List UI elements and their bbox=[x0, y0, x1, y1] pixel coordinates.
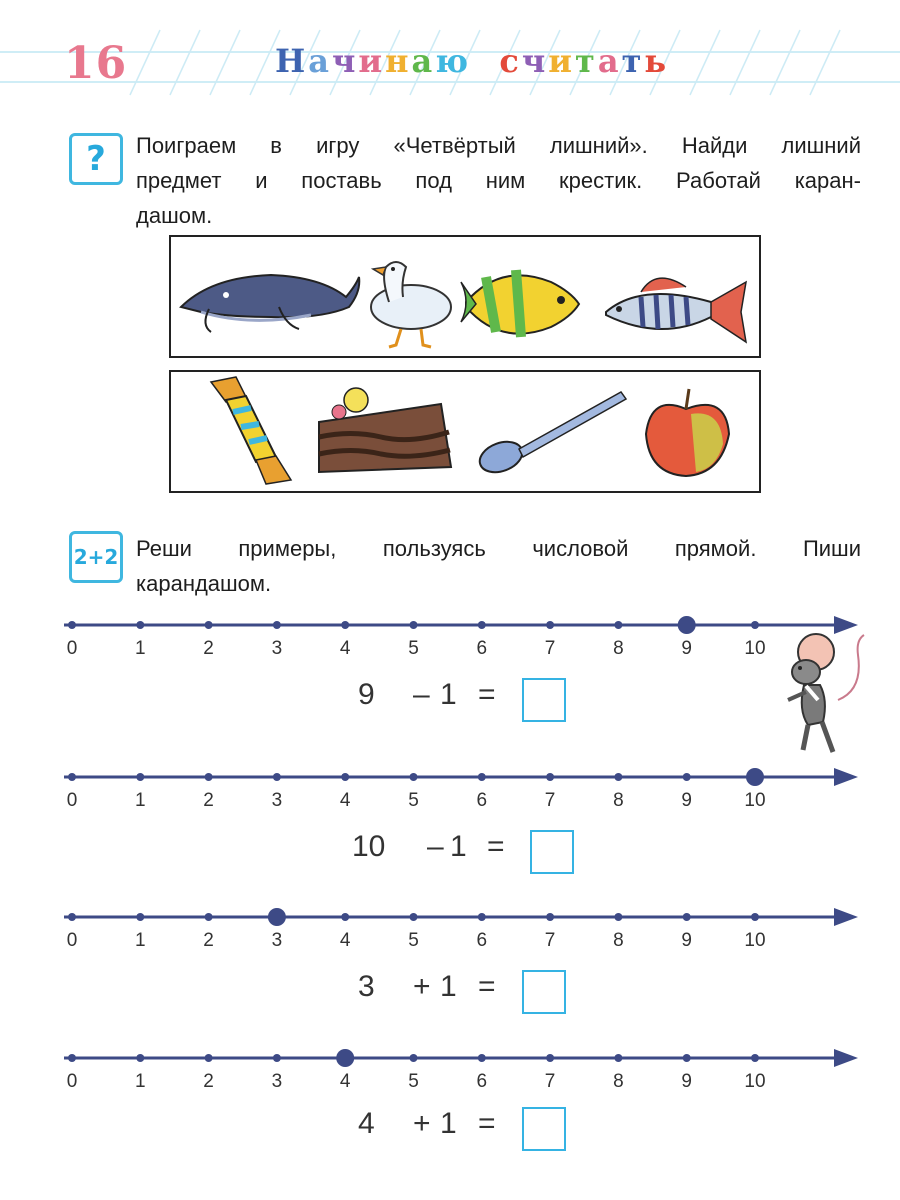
title-letter: и bbox=[548, 42, 576, 80]
task2-line: карандашом. bbox=[136, 571, 272, 596]
number-line-tick bbox=[68, 773, 76, 781]
title-letter: н bbox=[385, 42, 412, 80]
tick-label: 5 bbox=[408, 638, 419, 659]
picture-row-animals bbox=[169, 235, 761, 358]
number-line-tick bbox=[205, 621, 213, 629]
operand-b: 1 bbox=[440, 678, 457, 711]
tick-label: 7 bbox=[544, 790, 556, 811]
tick-label: 7 bbox=[544, 638, 556, 659]
tick-label: 10 bbox=[744, 638, 766, 659]
question-icon: ? bbox=[69, 133, 123, 185]
tick-label: 6 bbox=[476, 638, 488, 659]
tick-label: 4 bbox=[339, 930, 351, 951]
number-line-tick bbox=[341, 773, 349, 781]
number-line-tick bbox=[68, 621, 76, 629]
title-letter: с bbox=[499, 42, 522, 80]
task1-instructions bbox=[136, 128, 861, 233]
number-line-tick bbox=[614, 913, 622, 921]
operand-a: 10 bbox=[352, 830, 386, 863]
perch-image[interactable] bbox=[606, 278, 746, 342]
tick-label: 10 bbox=[744, 930, 766, 951]
title-letter: ч bbox=[521, 42, 549, 80]
math-task-icon: 2+2 bbox=[69, 531, 123, 583]
tick-label: 3 bbox=[271, 790, 283, 811]
number-line-tick bbox=[751, 621, 759, 629]
highlighted-point bbox=[268, 908, 286, 926]
tick-label: 3 bbox=[271, 930, 283, 951]
title-letter: а bbox=[597, 42, 622, 80]
operator: – bbox=[427, 830, 444, 863]
number-line-tick bbox=[136, 913, 144, 921]
tick-label: 9 bbox=[681, 638, 692, 659]
tick-label: 1 bbox=[135, 790, 146, 811]
number-line-tick bbox=[478, 913, 486, 921]
number-line-tick bbox=[546, 773, 554, 781]
answer-box[interactable] bbox=[522, 970, 566, 1014]
answer-box[interactable] bbox=[522, 678, 566, 722]
number-line bbox=[62, 892, 862, 951]
picture-row-food bbox=[169, 370, 761, 493]
number-line-tick bbox=[478, 621, 486, 629]
operator: + bbox=[413, 970, 431, 1003]
title-letter: т bbox=[575, 42, 598, 80]
tick-label: 2 bbox=[203, 638, 214, 659]
candy-image[interactable] bbox=[211, 377, 291, 484]
title-letter: ч bbox=[331, 42, 359, 80]
number-line bbox=[62, 600, 862, 659]
title-letter: а bbox=[411, 42, 436, 80]
operator: – bbox=[413, 678, 430, 711]
equals-sign: = bbox=[478, 970, 496, 1003]
tick-label: 3 bbox=[271, 638, 283, 659]
number-line-tick bbox=[614, 621, 622, 629]
highlighted-point bbox=[678, 616, 696, 634]
apple-image[interactable] bbox=[646, 389, 729, 476]
tick-label: 1 bbox=[135, 930, 146, 951]
operand-a: 4 bbox=[358, 1107, 375, 1140]
highlighted-point bbox=[746, 768, 764, 786]
page-title bbox=[275, 42, 669, 80]
number-line-tick bbox=[546, 621, 554, 629]
mouse-illustration bbox=[778, 630, 868, 760]
tick-label: 4 bbox=[339, 1071, 351, 1092]
number-line-tick bbox=[410, 1054, 418, 1062]
number-line-tick bbox=[273, 621, 281, 629]
tick-label: 9 bbox=[681, 930, 692, 951]
number-line-tick bbox=[68, 913, 76, 921]
operand-a: 9 bbox=[358, 678, 375, 711]
tick-label: 10 bbox=[744, 1071, 766, 1092]
duck-image[interactable] bbox=[371, 262, 451, 347]
tick-label: 2 bbox=[203, 790, 214, 811]
title-letter: а bbox=[308, 42, 332, 80]
tick-label: 6 bbox=[476, 930, 488, 951]
number-line-tick bbox=[273, 1054, 281, 1062]
number-line-tick bbox=[205, 913, 213, 921]
tropical-fish-image[interactable] bbox=[461, 270, 579, 337]
tick-label: 0 bbox=[66, 930, 78, 951]
title-letter: и bbox=[358, 42, 386, 80]
number-line-tick bbox=[205, 773, 213, 781]
answer-box[interactable] bbox=[522, 1107, 566, 1151]
operand-b: 1 bbox=[450, 830, 467, 863]
tick-label: 0 bbox=[66, 638, 78, 659]
tick-label: 0 bbox=[66, 790, 78, 811]
equals-sign: = bbox=[478, 678, 496, 711]
highlighted-point bbox=[336, 1049, 354, 1067]
number-line bbox=[62, 752, 862, 811]
task1-line: Поиграем в игру «Четвёртый лишний». Найди лишний bbox=[136, 133, 861, 158]
tick-label: 10 bbox=[744, 790, 766, 811]
number-line-arrow bbox=[834, 768, 858, 786]
number-line-tick bbox=[478, 1054, 486, 1062]
equals-sign: = bbox=[487, 830, 505, 863]
number-line-tick bbox=[410, 773, 418, 781]
tick-label: 5 bbox=[408, 930, 419, 951]
spoon-image[interactable] bbox=[476, 392, 626, 478]
number-line-tick bbox=[683, 913, 691, 921]
operand-b: 1 bbox=[440, 1107, 457, 1140]
tick-label: 6 bbox=[476, 790, 488, 811]
tick-label: 2 bbox=[203, 1071, 214, 1092]
number-line-tick bbox=[751, 913, 759, 921]
tick-label: 2 bbox=[203, 930, 214, 951]
number-line-tick bbox=[341, 913, 349, 921]
operand-b: 1 bbox=[440, 970, 457, 1003]
tick-label: 8 bbox=[613, 930, 624, 951]
operator: + bbox=[413, 1107, 431, 1140]
answer-box[interactable] bbox=[530, 830, 574, 874]
number-line-tick bbox=[410, 621, 418, 629]
tick-label: 1 bbox=[135, 638, 146, 659]
number-line-tick bbox=[273, 773, 281, 781]
tick-label: 4 bbox=[339, 638, 351, 659]
number-line-tick bbox=[136, 621, 144, 629]
number-line-tick bbox=[751, 1054, 759, 1062]
number-line-arrow bbox=[834, 1049, 858, 1067]
tick-label: 1 bbox=[135, 1071, 146, 1092]
number-line-tick bbox=[683, 1054, 691, 1062]
title-letter: ю bbox=[435, 42, 472, 80]
number-line-tick bbox=[341, 621, 349, 629]
number-line-tick bbox=[136, 1054, 144, 1062]
tick-label: 5 bbox=[408, 1071, 419, 1092]
equals-sign: = bbox=[478, 1107, 496, 1140]
page-number: 16 bbox=[64, 38, 128, 89]
tick-label: 8 bbox=[613, 1071, 624, 1092]
tick-label: 3 bbox=[271, 1071, 283, 1092]
tick-label: 4 bbox=[339, 790, 351, 811]
number-line-tick bbox=[614, 1054, 622, 1062]
tick-label: 6 bbox=[476, 1071, 488, 1092]
task2-instructions bbox=[136, 531, 861, 601]
title-letter bbox=[471, 42, 499, 80]
number-line-tick bbox=[614, 773, 622, 781]
catfish-image[interactable] bbox=[181, 275, 359, 332]
tick-label: 7 bbox=[544, 930, 556, 951]
title-letter: Н bbox=[275, 42, 309, 80]
number-line-tick bbox=[546, 1054, 554, 1062]
number-line-tick bbox=[683, 773, 691, 781]
tick-label: 8 bbox=[613, 790, 624, 811]
number-line-tick bbox=[136, 773, 144, 781]
title-letter: т bbox=[621, 42, 645, 80]
cake-image[interactable] bbox=[319, 388, 451, 472]
number-line bbox=[62, 1033, 862, 1092]
title-letter: ь bbox=[644, 42, 670, 80]
tick-label: 9 bbox=[681, 790, 692, 811]
number-line-tick bbox=[68, 1054, 76, 1062]
number-line-tick bbox=[410, 913, 418, 921]
tick-label: 5 bbox=[408, 790, 419, 811]
operand-a: 3 bbox=[358, 970, 375, 1003]
tick-label: 7 bbox=[544, 1071, 556, 1092]
number-line-tick bbox=[478, 773, 486, 781]
number-line-arrow bbox=[834, 908, 858, 926]
task1-line: предмет и поставь под ним крестик. Работай каран- bbox=[136, 168, 861, 193]
task1-line: дашом. bbox=[136, 203, 213, 228]
number-line-tick bbox=[205, 1054, 213, 1062]
tick-label: 9 bbox=[681, 1071, 692, 1092]
tick-label: 0 bbox=[66, 1071, 78, 1092]
number-line-tick bbox=[546, 913, 554, 921]
tick-label: 8 bbox=[613, 638, 624, 659]
task2-line: Реши примеры, пользуясь числовой прямой. Пиши bbox=[136, 536, 861, 561]
